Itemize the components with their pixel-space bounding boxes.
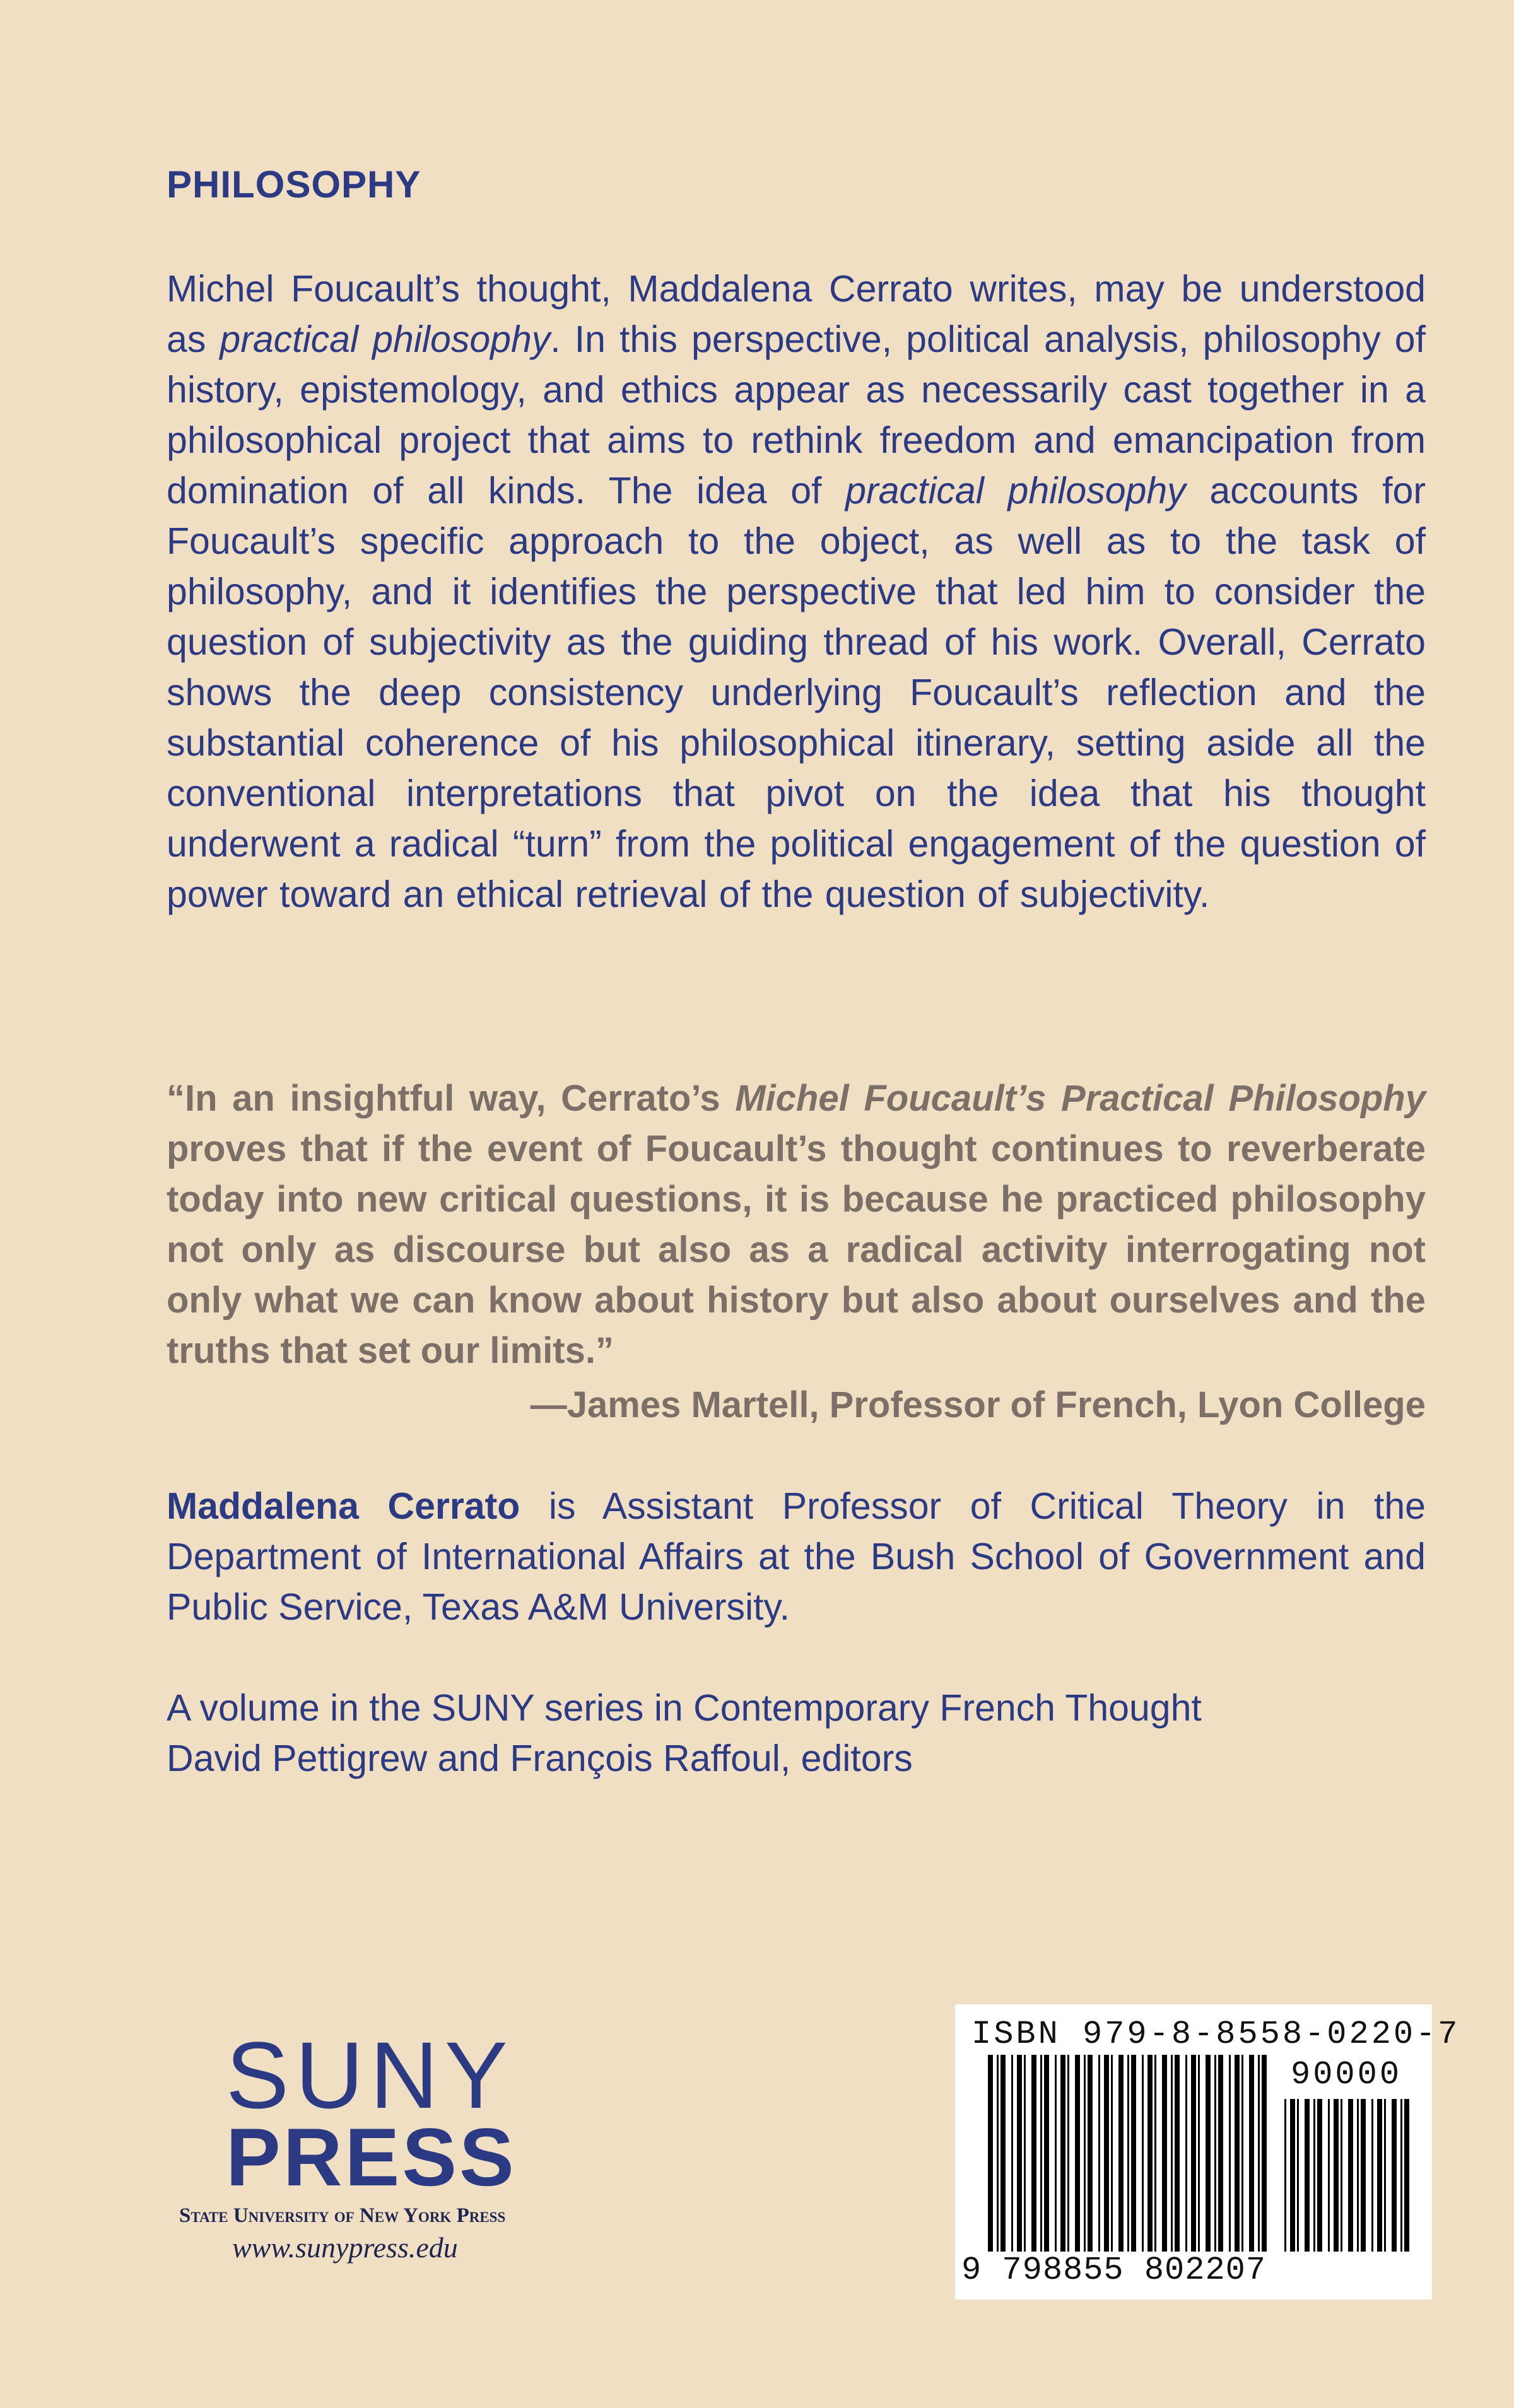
barcode-bar [1131,2055,1136,2252]
author-name: Maddalena Cerrato [167,1485,520,1527]
barcode-bar [1154,2055,1156,2252]
category-heading: PHILOSOPHY [167,163,421,206]
barcode-digits: 9 798855 802207 [961,2252,1267,2289]
barcode-bar [1067,2055,1069,2252]
series-title: A volume in the SUNY series in Contemporary French Thought [167,1687,1202,1729]
author-bio [167,1481,1426,1632]
barcode-bar [1191,2055,1196,2252]
barcode-bar [1334,2099,1339,2252]
description-emphasis: practical philosophy [220,319,551,360]
barcode-bar [1328,2099,1330,2252]
barcode-bar [1229,2055,1231,2252]
logo-suny-text: SUNY [226,2022,514,2128]
barcode-bar [1142,2055,1144,2252]
barcode-bar [1111,2055,1113,2252]
barcode-bar [1290,2099,1295,2252]
barcode-bar [1198,2055,1200,2252]
barcode-bar [1098,2055,1100,2252]
book-description [167,264,1426,920]
barcode-bar [1001,2055,1006,2252]
barcode-bar [1055,2055,1057,2252]
barcode-bar [1040,2055,1042,2252]
barcode-bar [1162,2055,1167,2252]
publisher-full-name: State University of New York Press [179,2204,506,2227]
barcode-bar [1218,2055,1223,2252]
quote-text: “In an insightful way, Cerrato’s [167,1078,736,1119]
barcode-bar [1024,2055,1026,2252]
description-emphasis: practical philosophy [845,470,1186,511]
barcode-bar [1175,2055,1180,2252]
barcode-bar [1127,2055,1129,2252]
barcode-bar [1171,2055,1173,2252]
quote-book-title: Michel Foucault’s Practical Philosophy [735,1078,1426,1119]
barcode-bar [1357,2099,1359,2252]
endorsement-quote [167,1073,1426,1430]
barcode-bar [1317,2099,1322,2252]
barcode-bar [1341,2099,1342,2252]
description-text: accounts for Foucault’s specific approach to the object, as well as to the task of philosophy, and it identifies the perspective that led him to consider the question of subjectivity as the guiding thread of his work. Overall, Cerrato shows the deep consistency underlying Foucault’s reflection and the substantial coherence of his philosophical itinerary, setting aside all the conventional interpretations that pivot on the idea that his thought underwent a radical “turn” from the political engagement of the question of power toward an ethical retrieval of the question of subjectivity. [167,470,1426,915]
barcode-bar [1084,2055,1086,2252]
price-code: 90000 [1291,2056,1402,2093]
barcode-bar [1313,2099,1315,2252]
quote-text: proves that if the event of Foucault’s thought continues to reverberate today into new critical questions, it is because he practiced philosophy not only as discourse but also as a radical activity interrogating not only what we can know about history but also about ourselves and the truths that set our limits.” [167,1128,1426,1371]
quote-attribution: —James Martell, Professor of French, Lyon College [530,1384,1426,1425]
isbn-barcode [955,2004,1460,2300]
description-text: . In this perspective, political analysis, philosophy of history, epistemology, and ethics appear as necessarily cast together in a philosophical project that aims to rethink freedom and emancipation from domination of all kinds. The idea of [167,319,1426,511]
barcode-bar [1075,2055,1080,2252]
barcode-bar [997,2055,999,2252]
series-note [167,1683,1426,1784]
barcode-bar [1214,2055,1216,2252]
series-editors: David Pettigrew and François Raffoul, editors [167,1738,913,1779]
barcode-bar [1258,2055,1260,2252]
barcode-bar [1235,2055,1240,2252]
barcode-bar [1262,2055,1267,2252]
barcode-bar [1392,2099,1397,2252]
barcode-bar [1384,2099,1386,2252]
barcode-bar [1044,2055,1049,2252]
barcode-bar [1400,2099,1402,2252]
barcode-bar [1147,2055,1153,2252]
barcode-bar [1104,2055,1109,2252]
barcode-bar [1206,2055,1211,2252]
barcode-bar [1371,2099,1373,2252]
barcode-bar [1031,2055,1036,2252]
author-bio-text: is Assistant Professor of Critical Theory in the Department of International Affairs at the Bush School of Government and Public Service, Texas A&M University. [167,1485,1426,1628]
barcode-bar [1017,2055,1022,2252]
barcode-bar [1305,2099,1310,2252]
barcode-bar [988,2055,993,2252]
barcode-bar [1185,2055,1187,2252]
isbn-label: ISBN 979-8-8558-0220-7 [971,2016,1460,2053]
barcode-bar [1249,2055,1254,2252]
barcode-bar [1404,2099,1409,2252]
barcode-bar [1088,2055,1093,2252]
barcode-bar [1297,2099,1299,2252]
barcode-bar [1361,2099,1366,2252]
logo-press-text: PRESS [226,2111,517,2203]
barcode-bar [1118,2055,1124,2252]
barcode-bar [1060,2055,1065,2252]
barcode-bar [1011,2055,1013,2252]
barcode-bar [1284,2099,1286,2252]
publisher-logo [177,2022,568,2267]
barcode-bar [1241,2055,1243,2252]
description-text: Michel Foucault’s thought, Maddalena Cerrato writes, may be understood as [167,268,1426,360]
publisher-url: www.sunypress.edu [232,2231,458,2264]
barcode-bar [1348,2099,1353,2252]
barcode-bar [1377,2099,1382,2252]
